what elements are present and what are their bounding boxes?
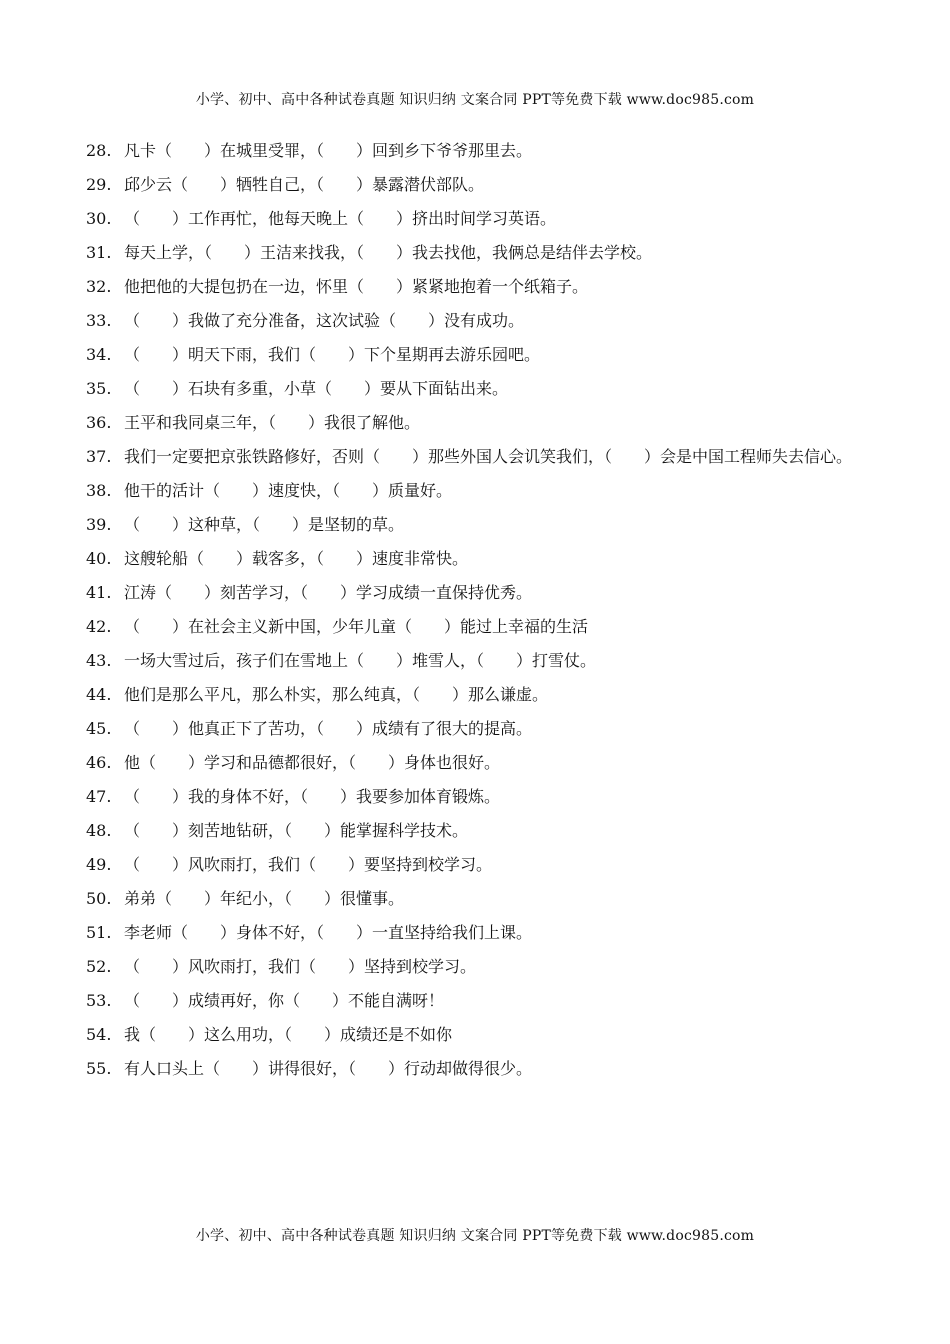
question-number: 47. <box>86 787 112 806</box>
question-list <box>86 134 876 1086</box>
question-number: 39. <box>86 515 112 534</box>
question-item <box>86 984 876 1018</box>
question-item <box>86 1052 876 1086</box>
question-text: 他把他的大提包扔在一边，怀里（ ）紧紧地抱着一个纸箱子。 <box>124 277 589 296</box>
question-number: 49. <box>86 855 112 874</box>
question-number: 54. <box>86 1025 112 1044</box>
question-number: 34. <box>86 345 112 364</box>
page-header-banner: 小学、初中、高中各种试卷真题 知识归纳 文案合同 PPT等免费下载 www.doc985.com <box>195 92 755 108</box>
question-number: 45. <box>86 719 112 738</box>
question-item <box>86 270 876 304</box>
question-text: 一场大雪过后，孩子们在雪地上（ ）堆雪人，（ ）打雪仗。 <box>124 651 597 670</box>
question-number: 46. <box>86 753 112 772</box>
page-footer-banner: 小学、初中、高中各种试卷真题 知识归纳 文案合同 PPT等免费下载 www.doc985.com <box>195 1228 755 1244</box>
question-item <box>86 440 876 474</box>
question-text: 有人口头上（ ）讲得很好，（ ）行动却做得很少。 <box>124 1059 533 1078</box>
question-item <box>86 576 876 610</box>
question-item <box>86 236 876 270</box>
question-text: 我（ ）这么用功，（ ）成绩还是不如你 <box>124 1025 453 1044</box>
question-number: 53. <box>86 991 112 1010</box>
question-item <box>86 134 876 168</box>
question-text: （ ）我做了充分准备，这次试验（ ）没有成功。 <box>124 311 525 330</box>
question-item <box>86 678 876 712</box>
question-number: 44. <box>86 685 112 704</box>
question-item <box>86 848 876 882</box>
question-number: 40. <box>86 549 112 568</box>
question-number: 37. <box>86 447 112 466</box>
question-text: （ ）明天下雨，我们（ ）下个星期再去游乐园吧。 <box>124 345 541 364</box>
question-item <box>86 406 876 440</box>
question-text: （ ）我的身体不好，（ ）我要参加体育锻炼。 <box>124 787 501 806</box>
question-item <box>86 950 876 984</box>
question-item <box>86 814 876 848</box>
question-item <box>86 372 876 406</box>
question-text: 李老师（ ）身体不好，（ ）一直坚持给我们上课。 <box>124 923 533 942</box>
question-text: 他（ ）学习和品德都很好，（ ）身体也很好。 <box>124 753 501 772</box>
question-item <box>86 508 876 542</box>
question-number: 51. <box>86 923 112 942</box>
question-number: 50. <box>86 889 112 908</box>
question-number: 28. <box>86 141 112 160</box>
question-item <box>86 882 876 916</box>
question-text: 弟弟（ ）年纪小，（ ）很懂事。 <box>124 889 405 908</box>
question-text: （ ）风吹雨打，我们（ ）坚持到校学习。 <box>124 957 477 976</box>
question-item <box>86 542 876 576</box>
question-text: 他干的活计（ ）速度快，（ ）质量好。 <box>124 481 453 500</box>
question-item <box>86 1018 876 1052</box>
question-number: 48. <box>86 821 112 840</box>
question-text: （ ）这种草，（ ）是坚韧的草。 <box>124 515 405 534</box>
question-number: 32. <box>86 277 112 296</box>
question-text: （ ）工作再忙，他每天晚上（ ）挤出时间学习英语。 <box>124 209 557 228</box>
question-item <box>86 304 876 338</box>
question-number: 33. <box>86 311 112 330</box>
question-item <box>86 610 876 644</box>
question-number: 30. <box>86 209 112 228</box>
question-text: 他们是那么平凡，那么朴实，那么纯真，（ ）那么谦虚。 <box>124 685 549 704</box>
question-number: 29. <box>86 175 112 194</box>
question-item <box>86 202 876 236</box>
question-text: （ ）成绩再好，你（ ）不能自满呀！ <box>124 991 445 1010</box>
question-text: （ ）风吹雨打，我们（ ）要坚持到校学习。 <box>124 855 493 874</box>
question-number: 43. <box>86 651 112 670</box>
question-text: （ ）在社会主义新中国，少年儿童（ ）能过上幸福的生活 <box>124 617 589 636</box>
question-item <box>86 746 876 780</box>
question-number: 42. <box>86 617 112 636</box>
question-number: 55. <box>86 1059 112 1078</box>
question-item <box>86 644 876 678</box>
question-number: 41. <box>86 583 112 602</box>
question-text: （ ）石块有多重，小草（ ）要从下面钻出来。 <box>124 379 509 398</box>
question-text: 凡卡（ ）在城里受罪，（ ）回到乡下爷爷那里去。 <box>124 141 533 160</box>
question-text: 我们一定要把京张铁路修好，否则（ ）那些外国人会讥笑我们，（ ）会是中国工程师失去信心。 <box>124 447 853 466</box>
question-item <box>86 474 876 508</box>
question-text: （ ）刻苦地钻研，（ ）能掌握科学技术。 <box>124 821 469 840</box>
question-number: 31. <box>86 243 112 262</box>
question-text: （ ）他真正下了苦功，（ ）成绩有了很大的提高。 <box>124 719 533 738</box>
question-number: 35. <box>86 379 112 398</box>
question-item <box>86 780 876 814</box>
question-item <box>86 338 876 372</box>
question-item <box>86 916 876 950</box>
question-text: 这艘轮船（ ）载客多，（ ）速度非常快。 <box>124 549 469 568</box>
question-number: 38. <box>86 481 112 500</box>
question-text: 江涛（ ）刻苦学习，（ ）学习成绩一直保持优秀。 <box>124 583 533 602</box>
question-number: 36. <box>86 413 112 432</box>
question-text: 每天上学，（ ）王洁来找我，（ ）我去找他，我俩总是结伴去学校。 <box>124 243 653 262</box>
question-item <box>86 168 876 202</box>
question-text: 邱少云（ ）牺牲自己，（ ）暴露潜伏部队。 <box>124 175 485 194</box>
question-text: 王平和我同桌三年，（ ）我很了解他。 <box>124 413 421 432</box>
question-number: 52. <box>86 957 112 976</box>
question-item <box>86 712 876 746</box>
